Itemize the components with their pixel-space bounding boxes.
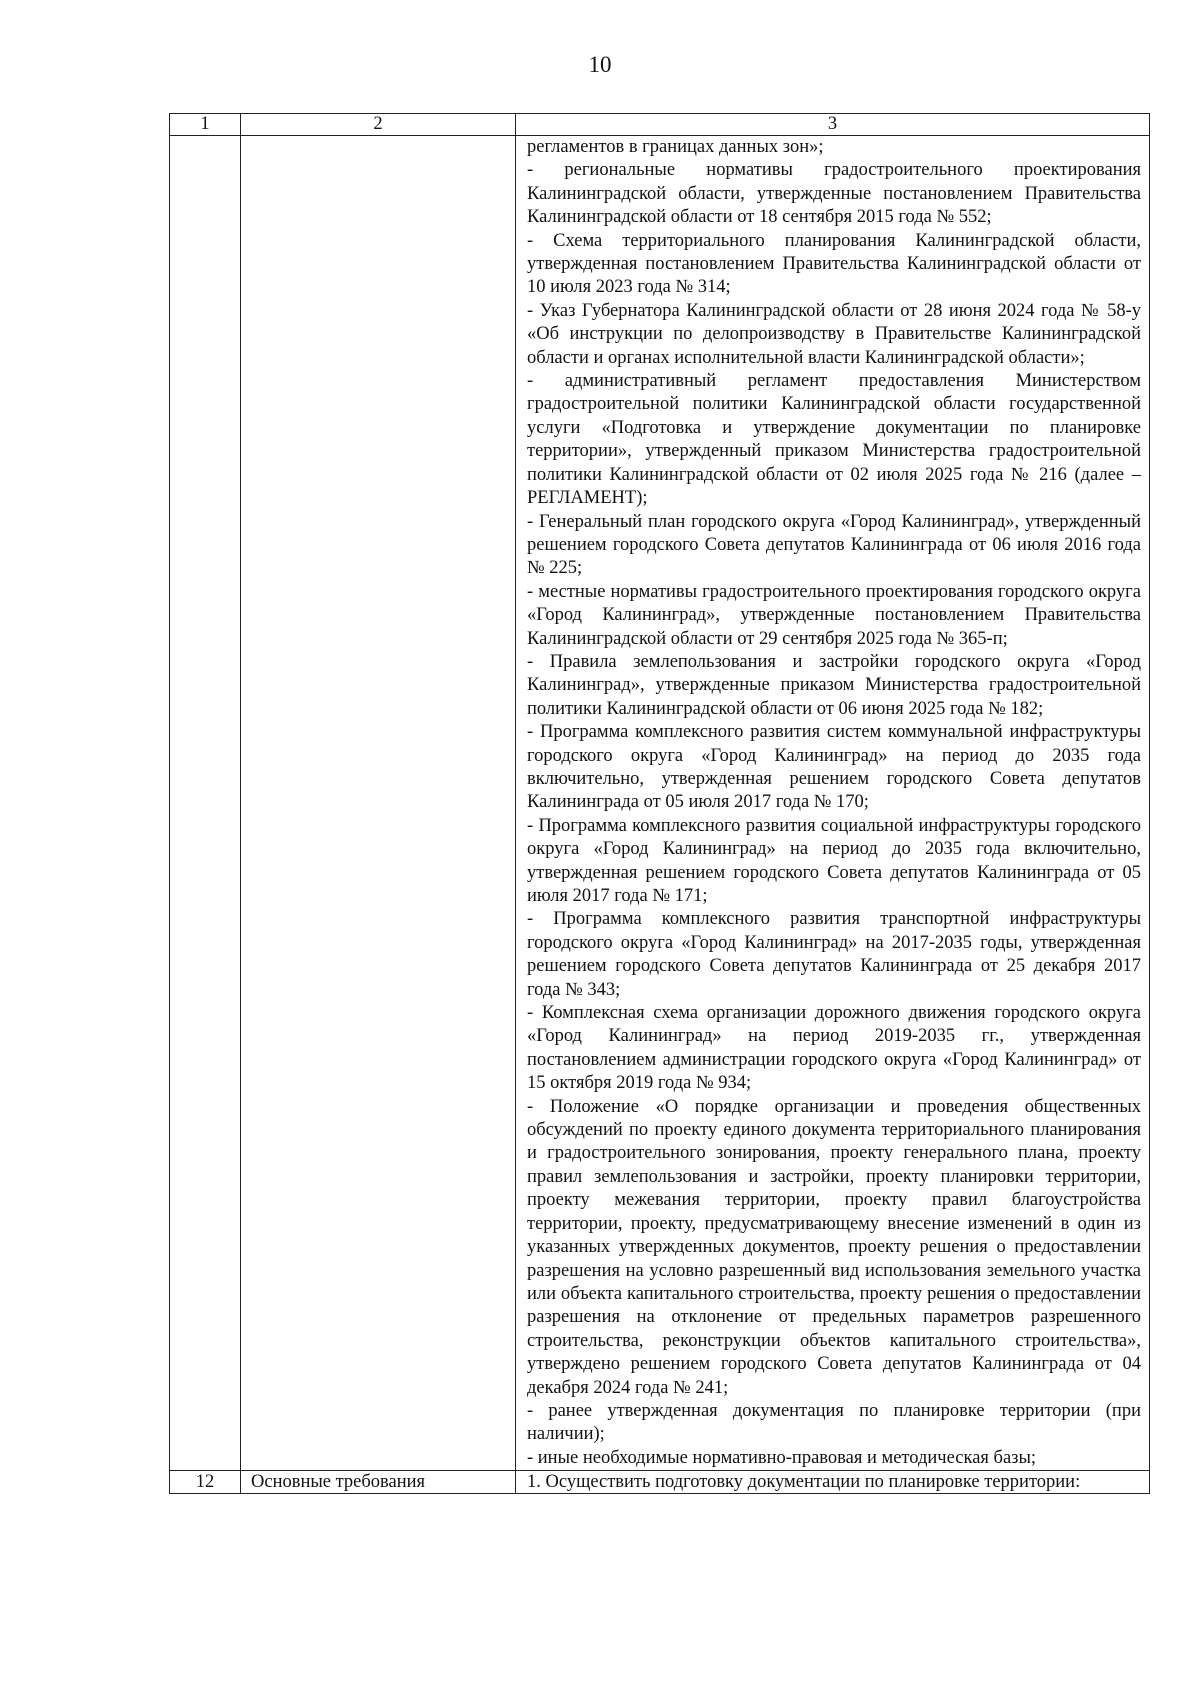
header-col-1: 1	[170, 114, 241, 136]
header-col-2: 2	[241, 114, 516, 136]
table-row-12	[170, 1471, 1150, 1494]
paragraph: - Комплексная схема организации дорожного движения городского округа «Город Калининград» на период 2019-2035 гг., утвержденная постановлением администрации городского округа «Город Калининград» от 15 октября 2019 года № 934;	[527, 1003, 1141, 1094]
paragraph: - Программа комплексного развития социальной инфраструктуры городского округа «Город Калининград» на период до 2035 года включительно, утвержденная решением городского Совета депутатов Калининграда от 05 июля 2017 года № 171;	[527, 815, 1141, 906]
row-name-cell	[241, 136, 516, 1471]
paragraph: - Программа комплексного развития систем коммунальной инфраструктуры городского округа «Город Калининград» на период до 2035 года включительно, утвержденная решением городского Совета депутатов Калининграда от 05 июля 2017 года № 170;	[527, 722, 1141, 813]
row-name-cell: Основные требования	[241, 1471, 516, 1494]
page-number: 10	[588, 52, 612, 77]
row-content-cell	[516, 136, 1150, 1471]
paragraph: - региональные нормативы градостроительного проектирования Калининградской области, утвержденные постановлением Правительства Калининградской области от 18 сентября 2015 года № 552;	[527, 160, 1141, 228]
paragraph: - Указ Губернатора Калининградской области от 28 июня 2024 года № 58-у «Об инструкции по делопроизводству в Правительстве Калининградской области и органах исполнительной власти Калининградской области»;	[527, 300, 1141, 368]
paragraph: - административный регламент предоставления Министерством градостроительной политики Калининградской области государственной услуги «Подготовка и утверждение документации по планировке территории», утвержденный приказом Министерства градостроительной политики Калининградской области от 02 июля 2025 года № 216 (далее – РЕГЛАМЕНТ);	[527, 371, 1141, 509]
table-header-row	[170, 114, 1150, 136]
paragraph: регламентов в границах данных зон»;	[527, 137, 824, 157]
paragraph: - местные нормативы градостроительного проектирования городского округа «Город Калининград», утвержденные постановлением Правительства Калининградской области от 29 сентября 2025 года № 365-п;	[527, 581, 1141, 649]
requirements-table	[169, 113, 1150, 1494]
paragraph: - ранее утвержденная документация по планировке территории (при наличии);	[527, 1400, 1141, 1445]
paragraph: - Программа комплексного развития транспортной инфраструктуры городского округа «Город Калининград» на 2017-2035 годы, утвержденная решением городского Совета депутатов Калининграда от 25 декабря 2017 года № 343;	[527, 909, 1141, 1000]
table-row-continued	[170, 136, 1150, 1471]
row-content-cell: 1. Осуществить подготовку документации по планировке территории:	[516, 1471, 1150, 1494]
header-col-3: 3	[516, 114, 1150, 136]
paragraph: - Правила землепользования и застройки городского округа «Город Калининград», утвержденные приказом Министерства градостроительной политики Калининградской области от 06 июня 2025 года № 182;	[527, 651, 1141, 719]
paragraph: - Положение «О порядке организации и проведения общественных обсуждений по проекту единого документа территориального планирования и градостроительного зонирования, проекту генерального плана, проекту правил землепользования и застройки, проекту планировки территории, проекту межевания территории, проекту правил благоустройства территории, проекту, предусматривающему внесение изменений в один из указанных утвержденных документов, проекту решения о предоставлении разрешения на условно разрешенный вид использования земельного участка или объекта капитального строительства, проекту решения о предоставлении разрешения на отклонение от предельных параметров разрешенного строительства, реконструкции объектов капитального строительства», утверждено решением городского Совета депутатов Калининграда от 04 декабря 2024 года № 241;	[527, 1096, 1141, 1398]
paragraph: - Схема территориального планирования Калининградской области, утвержденная постановлением Правительства Калининградской области от 10 июля 2023 года № 314;	[527, 230, 1141, 298]
paragraph: - Генеральный план городского округа «Город Калининград», утвержденный решением городского Совета депутатов Калининграда от 06 июля 2016 года № 225;	[527, 511, 1141, 579]
row-number-cell	[170, 136, 241, 1471]
paragraph: - иные необходимые нормативно-правовая и методическая базы;	[527, 1447, 1037, 1468]
row-number-cell: 12	[170, 1471, 241, 1494]
